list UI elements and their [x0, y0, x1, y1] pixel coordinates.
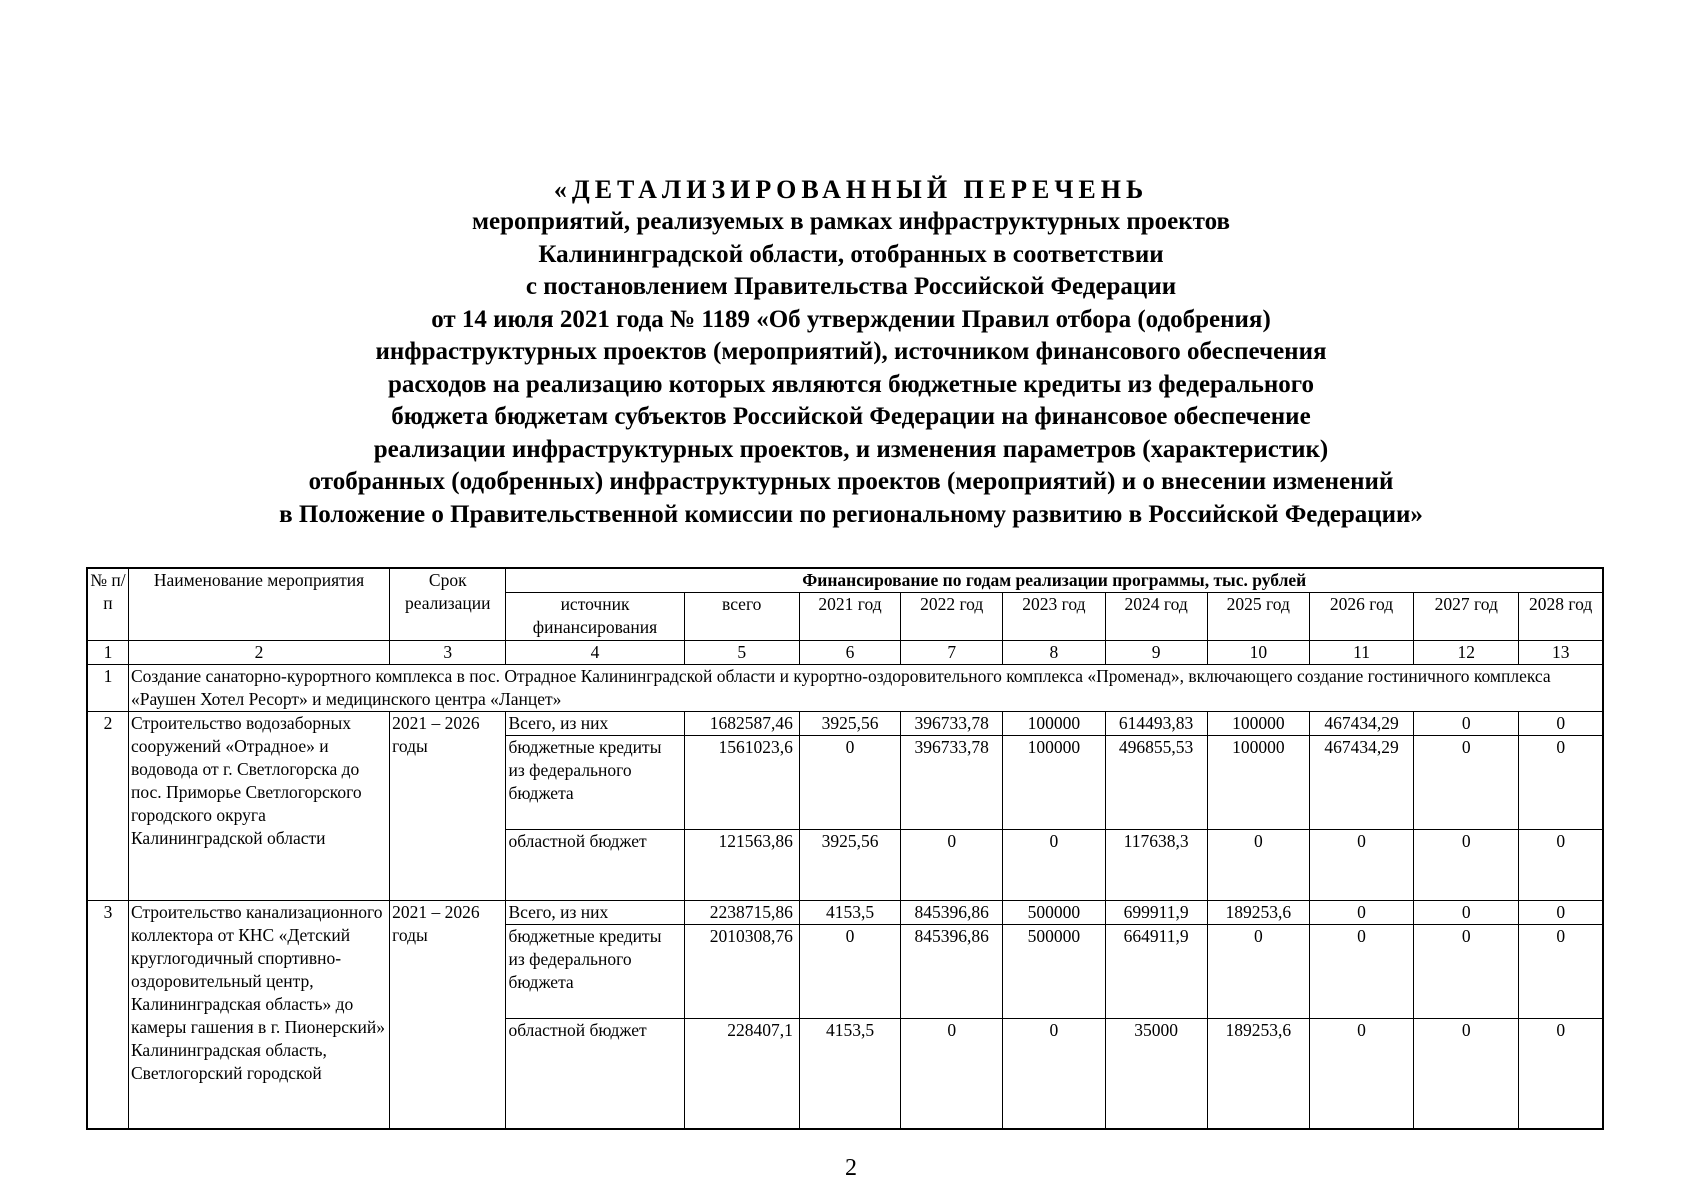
value-cell: 3925,56	[799, 830, 900, 901]
value-cell: 0	[1414, 736, 1519, 830]
header-year: 2025 год	[1207, 593, 1309, 641]
value-cell: 0	[1519, 830, 1603, 901]
value-cell: 0	[1414, 830, 1519, 901]
value-cell: 100000	[1003, 736, 1105, 830]
value-cell: 4153,5	[799, 1019, 900, 1129]
value-cell: 0	[1003, 1019, 1105, 1129]
value-cell: 2238715,86	[684, 901, 799, 925]
value-cell: 117638,3	[1105, 830, 1207, 901]
header-year: 2021 год	[799, 593, 900, 641]
title-line: в Положение о Правительственной комиссии по региональному развитию в Российской Федерации»	[279, 500, 1423, 528]
column-numbers-row	[87, 641, 1603, 665]
title-line: реализации инфраструктурных проектов, и изменения параметров (характеристик)	[373, 435, 1329, 463]
page-number: 2	[845, 1155, 857, 1181]
value-cell: 121563,86	[684, 830, 799, 901]
value-cell: 664911,9	[1105, 925, 1207, 1019]
value-cell: 1682587,46	[684, 712, 799, 736]
value-cell: 0	[1207, 830, 1309, 901]
section-row	[87, 665, 1603, 712]
value-cell: 0	[1309, 1019, 1413, 1129]
header-year: 2028 год	[1519, 593, 1603, 641]
value-cell: 0	[1519, 925, 1603, 1019]
source-cell: областной бюджет	[506, 830, 684, 901]
value-cell: 100000	[1207, 712, 1309, 736]
value-cell: 496855,53	[1105, 736, 1207, 830]
value-cell: 189253,6	[1207, 1019, 1309, 1129]
value-cell: 500000	[1003, 925, 1105, 1019]
column-number: 10	[1207, 641, 1309, 665]
column-number: 7	[901, 641, 1003, 665]
item-term: 2021 – 2026 годы	[390, 901, 506, 1129]
title-line: с постановлением Правительства Российской Федерации	[525, 273, 1177, 300]
value-cell: 699911,9	[1105, 901, 1207, 925]
value-cell: 0	[1519, 1019, 1603, 1129]
item-no: 3	[87, 901, 128, 1129]
value-cell: 0	[799, 925, 900, 1019]
title-line: от 14 июля 2021 года № 1189 «Об утверждении Правил отбора (одобрения)	[431, 305, 1271, 333]
title-line: инфраструктурных проектов (мероприятий), источником финансового обеспечения	[375, 338, 1327, 365]
value-cell: 0	[1414, 901, 1519, 925]
value-cell: 1561023,6	[684, 736, 799, 830]
column-number: 5	[684, 641, 799, 665]
value-cell: 3925,56	[799, 712, 900, 736]
header-year: 2022 год	[901, 593, 1003, 641]
source-cell: Всего, из них	[506, 712, 684, 736]
value-cell: 0	[799, 736, 900, 830]
value-cell: 396733,78	[901, 736, 1003, 830]
value-cell: 0	[1519, 712, 1603, 736]
table-row	[87, 712, 1603, 736]
title-line: отобранных (одобренных) инфраструктурных проектов (мероприятий) и о внесении изменений	[308, 468, 1394, 495]
title-line: расходов на реализацию которых являются бюджетные кредиты из федерального	[387, 370, 1315, 398]
value-cell: 0	[1519, 901, 1603, 925]
value-cell: 100000	[1003, 712, 1105, 736]
value-cell: 500000	[1003, 901, 1105, 925]
section-no: 1	[87, 665, 128, 712]
header-source: источник финансирования	[506, 593, 684, 641]
header-financing: Финансирование по годам реализации программы, тыс. рублей	[506, 568, 1603, 593]
value-cell: 614493,83	[1105, 712, 1207, 736]
column-number: 8	[1003, 641, 1105, 665]
value-cell: 189253,6	[1207, 901, 1309, 925]
column-number: 2	[128, 641, 389, 665]
column-number: 11	[1309, 641, 1413, 665]
column-number: 12	[1414, 641, 1519, 665]
value-cell: 100000	[1207, 736, 1309, 830]
value-cell: 2010308,76	[684, 925, 799, 1019]
item-term: 2021 – 2026 годы	[390, 712, 506, 901]
header-term: Срок реализации	[390, 568, 506, 641]
source-cell: областной бюджет	[506, 1019, 684, 1129]
value-cell: 0	[1414, 925, 1519, 1019]
value-cell: 0	[901, 830, 1003, 901]
column-number: 3	[390, 641, 506, 665]
value-cell: 4153,5	[799, 901, 900, 925]
source-cell: Всего, из них	[506, 901, 684, 925]
column-number: 1	[87, 641, 128, 665]
item-no: 2	[87, 712, 128, 901]
column-number: 9	[1105, 641, 1207, 665]
header-total: всего	[684, 593, 799, 641]
value-cell: 0	[1207, 925, 1309, 1019]
value-cell: 467434,29	[1309, 736, 1413, 830]
financing-table	[86, 567, 1604, 1130]
column-number: 13	[1519, 641, 1603, 665]
value-cell: 0	[1414, 712, 1519, 736]
value-cell: 396733,78	[901, 712, 1003, 736]
value-cell: 0	[1519, 736, 1603, 830]
title-line: мероприятий, реализуемых в рамках инфраструктурных проектов	[472, 208, 1230, 235]
column-number: 4	[506, 641, 684, 665]
value-cell: 35000	[1105, 1019, 1207, 1129]
value-cell: 467434,29	[1309, 712, 1413, 736]
value-cell: 0	[901, 1019, 1003, 1129]
value-cell: 0	[1309, 901, 1413, 925]
header-year: 2027 год	[1414, 593, 1519, 641]
document-title	[120, 174, 1582, 531]
value-cell: 0	[1003, 830, 1105, 901]
item-name: Строительство водозаборных сооружений «Отрадное» и водовода от г. Светлогорска до пос. Приморье Светлогорского городского округа Калининградской области	[128, 712, 389, 901]
value-cell: 0	[1309, 925, 1413, 1019]
header-year: 2024 год	[1105, 593, 1207, 641]
section-title: Создание санаторно-курортного комплекса в пос. Отрадное Калининградской области и курортно-оздоровительного комплекса «Променад», включающего создание гостиничного комплекса «Раушен Хотел Ресорт» и медицинского центра «Ланцет»	[128, 665, 1603, 712]
item-name: Строительство канализационного коллектора от КНС «Детский круглогодичный спортивно-оздоровительный центр, Калининградская область» до камеры гашения в г. Пионерский» Калининградская область, Светлогорский городской	[128, 901, 389, 1129]
column-number: 6	[799, 641, 900, 665]
header-year: 2026 год	[1309, 593, 1413, 641]
source-cell: бюджетные кредиты из федерального бюджета	[506, 736, 684, 830]
value-cell: 0	[1309, 830, 1413, 901]
header-year: 2023 год	[1003, 593, 1105, 641]
title-main: «ДЕТАЛИЗИРОВАННЫЙ ПЕРЕЧЕНЬ	[553, 175, 1149, 204]
title-line: бюджета бюджетам субъектов Российской Федерации на финансовое обеспечение	[391, 403, 1311, 430]
source-cell: бюджетные кредиты из федерального бюджета	[506, 925, 684, 1019]
value-cell: 845396,86	[901, 901, 1003, 925]
value-cell: 228407,1	[684, 1019, 799, 1129]
value-cell: 0	[1414, 1019, 1519, 1129]
header-no: № п/п	[87, 568, 128, 641]
title-line: Калининградской области, отобранных в соответствии	[538, 240, 1164, 268]
table-row	[87, 901, 1603, 925]
value-cell: 845396,86	[901, 925, 1003, 1019]
header-name: Наименование мероприятия	[128, 568, 389, 641]
